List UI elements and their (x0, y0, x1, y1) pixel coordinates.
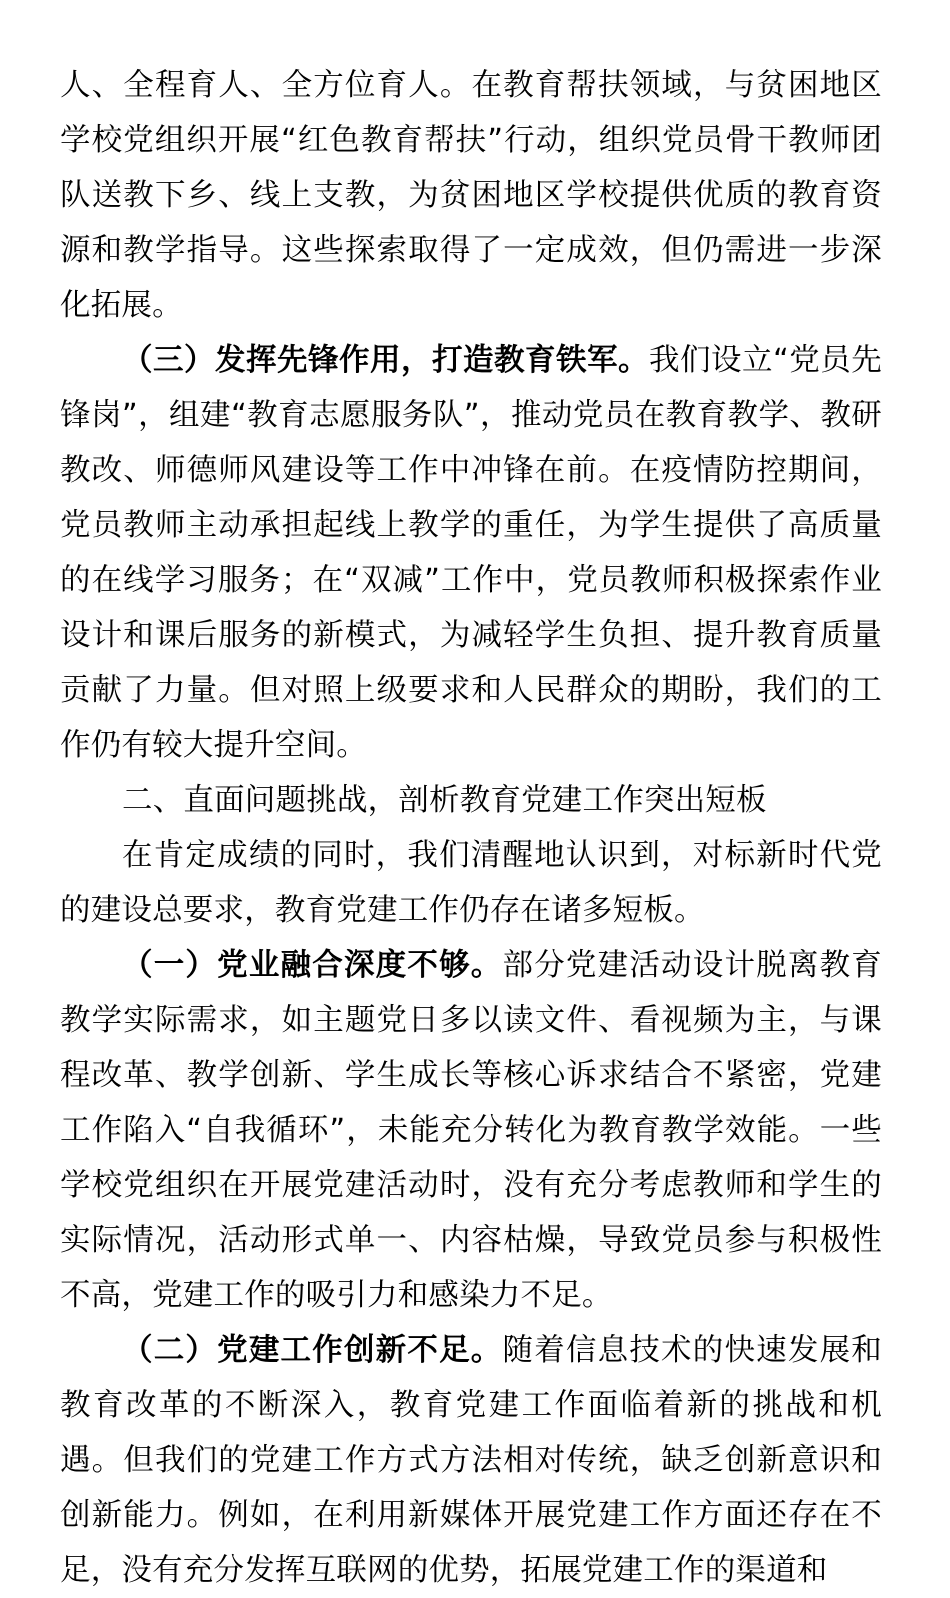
paragraph-text: 我们设立“党员先锋岗”，组建“教育志愿服务队”，推动党员在教育教学、教研教改、师德师风建设等工作中冲锋在前。在疫情防控期间，党员教师主动承担起线上教学的重任，为学生提供了高质量的在线学习服务；在“双减”工作中，党员教师积极探索作业设计和课后服务的新模式，为减轻学生负担、提升教育质量贡献了力量。但对照上级要求和人民群众的期盼，我们的工作仍有较大提升空间。 (60, 343, 882, 763)
paragraph-section-two-intro (60, 828, 882, 938)
section-heading-text: 二、直面问题挑战，剖析教育党建工作突出短板 (122, 783, 767, 818)
paragraph-sub-two (60, 1323, 882, 1598)
paragraph-text: 随着信息技术的快速发展和教育改革的不断深入，教育党建工作面临着新的挑战和机遇。但我们的党建工作方式方法相对传统，缺乏创新意识和创新能力。例如，在利用新媒体开展党建工作方面还存在不足，没有充分发挥互联网的优势，拓展党建工作的渠道和 (60, 1333, 882, 1588)
paragraph-continuation (60, 58, 882, 333)
document-text-body (60, 58, 882, 1598)
paragraph-sub-one (60, 938, 882, 1323)
paragraph-text: 人、全程育人、全方位育人。在教育帮扶领域，与贫困地区学校党组织开展“红色教育帮扶”行动，组织党员骨干教师团队送教下乡、线上支教，为贫困地区学校提供优质的教育资源和教学指导。这些探索取得了一定成效，但仍需进一步深化拓展。 (60, 68, 882, 323)
bold-lead-sub-one: （一）党业融合深度不够。 (122, 948, 503, 983)
paragraph-sub-three (60, 333, 882, 773)
paragraph-text: 在肯定成绩的同时，我们清醒地认识到，对标新时代党的建设总要求，教育党建工作仍存在诸多短板。 (60, 838, 882, 928)
section-heading-two (60, 773, 882, 828)
bold-lead-sub-three: （三）发挥先锋作用，打造教育铁军。 (122, 343, 649, 378)
paragraph-text: 部分党建活动设计脱离教育教学实际需求，如主题党日多以读文件、看视频为主，与课程改革、教学创新、学生成长等核心诉求结合不紧密，党建工作陷入“自我循环”，未能充分转化为教育教学效能。一些学校党组织在开展党建活动时，没有充分考虑教师和学生的实际情况，活动形式单一、内容枯燥，导致党员参与积极性不高，党建工作的吸引力和感染力不足。 (60, 948, 882, 1313)
bold-lead-sub-two: （二）党建工作创新不足。 (122, 1333, 503, 1368)
